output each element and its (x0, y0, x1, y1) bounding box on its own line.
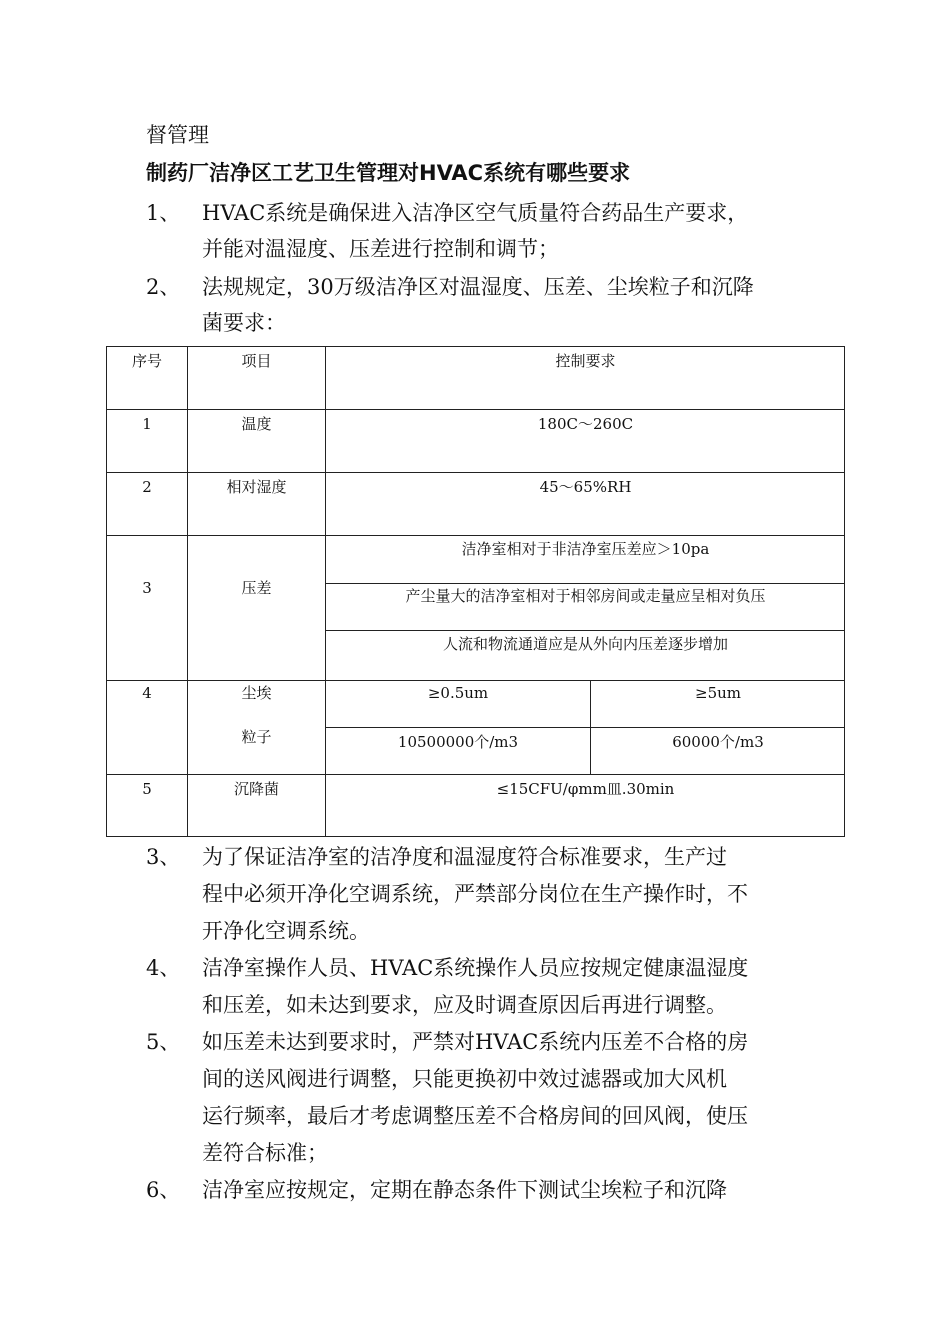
row-4-count-a: 10500000个/m3 (397, 733, 519, 751)
row-5-requirement: ≤15CFU/φmm皿.30min (496, 780, 675, 798)
table-hline (107, 680, 845, 681)
row-3-requirement-2: 产尘量大的洁净室相对于相邻房间或走量应呈相对负压 (405, 587, 766, 605)
row-3-seq: 3 (142, 579, 152, 597)
item-2-line-1: 法规规定，30万级洁净区对温湿度、压差、尘埃粒子和沉降 (202, 275, 754, 299)
item-5-line-1: 如压差未达到要求时，严禁对HVAC系统内压差不合格的房 (202, 1030, 749, 1054)
header-item: 项目 (241, 352, 272, 370)
row-2-requirement: 45～65%RH (539, 478, 632, 496)
header-requirement: 控制要求 (555, 352, 616, 370)
row-4-size-b: ≥5um (695, 684, 741, 702)
page-fragment-text: 督管理 (146, 123, 209, 147)
item-4-line-1: 洁净室操作人员、HVAC系统操作人员应按规定健康温湿度 (202, 956, 749, 980)
item-6-number: 6、 (146, 1178, 181, 1202)
row-2-item: 相对湿度 (226, 478, 287, 496)
row-3-requirement-3: 人流和物流通道应是从外向内压差逐步增加 (442, 635, 728, 653)
table-hline (107, 409, 845, 410)
item-6-line-1: 洁净室应按规定，定期在静态条件下测试尘埃粒子和沉降 (202, 1178, 727, 1202)
row-4-item-line-1: 尘埃 (241, 684, 272, 702)
requirements-table (106, 346, 845, 837)
table-hline (107, 774, 845, 775)
item-3-line-2: 程中必须开净化空调系统，严禁部分岗位在生产操作时，不 (202, 882, 748, 906)
row-4-size-a: ≥0.5um (427, 684, 489, 702)
item-1-number: 1、 (146, 201, 181, 225)
item-4-number: 4、 (146, 956, 181, 980)
table-hline (107, 535, 845, 536)
row-3-item: 压差 (241, 579, 272, 597)
item-3-line-3: 开净化空调系统。 (202, 919, 370, 943)
item-3-line-1: 为了保证洁净室的洁净度和温湿度符合标准要求，生产过 (202, 845, 727, 869)
table-hline (107, 472, 845, 473)
table-hline (325, 583, 845, 584)
row-3-requirement-1: 洁净室相对于非洁净室压差应＞10pa (461, 540, 710, 558)
row-1-requirement: 180C～260C (537, 415, 634, 433)
item-2-line-2: 菌要求： (202, 311, 286, 335)
item-1-line-2: 并能对温湿度、压差进行控制和调节； (202, 237, 559, 261)
row-2-seq: 2 (142, 478, 152, 496)
item-3-number: 3、 (146, 845, 181, 869)
item-5-line-2: 间的送风阀进行调整，只能更换初中效过滤器或加大风机 (202, 1067, 727, 1091)
row-5-item: 沉降菌 (233, 780, 279, 798)
item-1-line-1: HVAC系统是确保进入洁净区空气质量符合药品生产要求， (202, 201, 749, 225)
header-seq: 序号 (131, 352, 162, 370)
table-hline (325, 630, 845, 631)
item-2-number: 2、 (146, 275, 181, 299)
row-1-item: 温度 (241, 415, 272, 433)
item-4-line-2: 和压差，如未达到要求，应及时调查原因后再进行调整。 (202, 993, 727, 1017)
row-4-seq: 4 (142, 684, 152, 702)
row-4-count-b: 60000个/m3 (672, 733, 764, 751)
row-5-seq: 5 (142, 780, 152, 798)
row-4-item-line-2: 粒子 (241, 728, 272, 746)
table-hline (325, 727, 845, 728)
row-1-seq: 1 (142, 415, 152, 433)
item-5-line-3: 运行频率，最后才考虑调整压差不合格房间的回风阀，使压 (202, 1104, 748, 1128)
item-5-number: 5、 (146, 1030, 181, 1054)
item-5-line-4: 差符合标准； (202, 1141, 328, 1165)
section-heading: 制药厂洁净区工艺卫生管理对HVAC系统有哪些要求 (146, 161, 631, 185)
